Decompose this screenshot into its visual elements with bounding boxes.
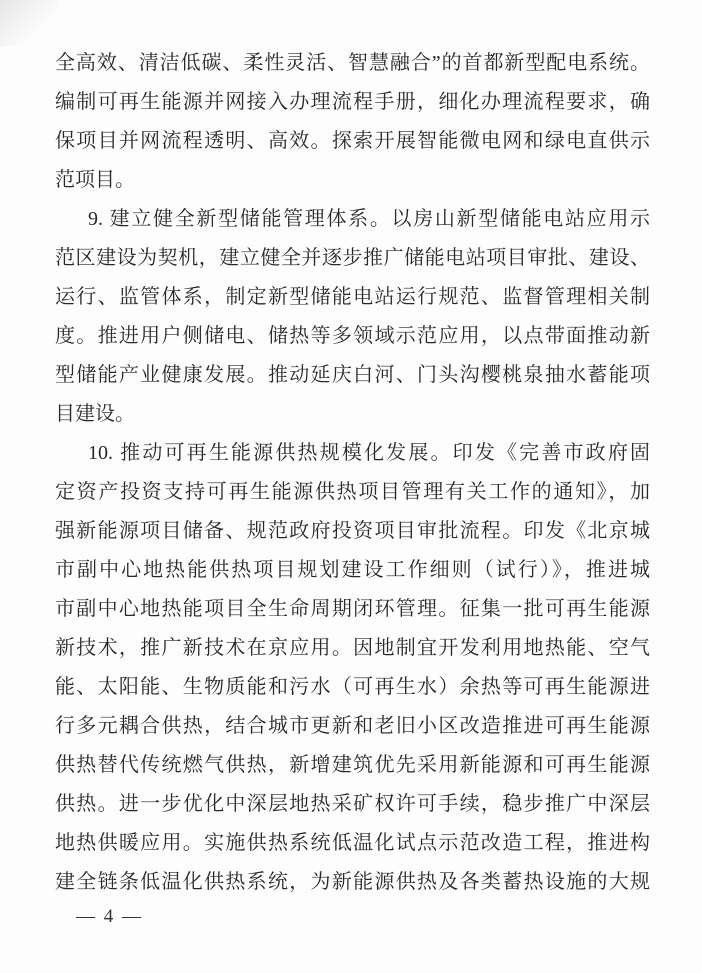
paragraph xyxy=(55,200,650,434)
text-line: 目建设。 xyxy=(55,403,135,425)
text-line: 新技术，推广新技术在京应用。因地制宜开发利用地热能、空气 xyxy=(55,637,650,659)
text-line: 范项目。 xyxy=(55,169,135,191)
text-line: 市副中心地热能项目全生命周期闭环管理。征集一批可再生能源 xyxy=(55,598,650,620)
scan-artifact-corner xyxy=(0,0,58,46)
text-line: 行多元耦合供热，结合城市更新和老旧小区改造推进可再生能源 xyxy=(55,715,650,737)
text-line: 定资产投资支持可再生能源供热项目管理有关工作的通知》，加 xyxy=(55,481,650,503)
paragraph xyxy=(55,434,650,902)
text-line: 9. 建立健全新型储能管理体系。以房山新型储能电站应用示 xyxy=(88,208,650,230)
text-line: 强新能源项目储备、规范政府投资项目审批流程。印发《北京城 xyxy=(55,520,650,542)
text-line: 供热替代传统燃气供热，新增建筑优先采用新能源和可再生能源 xyxy=(55,754,650,776)
document-body xyxy=(55,44,650,902)
text-line: 地热供暖应用。实施供热系统低温化试点示范改造工程，推进构 xyxy=(55,832,650,854)
page-number: — 4 — xyxy=(76,906,143,927)
text-line: 运行、监管体系，制定新型储能电站运行规范、监督管理相关制 xyxy=(55,286,650,308)
text-line: 建全链条低温化供热系统，为新能源供热及各类蓄热设施的大规 xyxy=(55,871,650,893)
text-line: 能、太阳能、生物质能和污水（可再生水）余热等可再生能源进 xyxy=(55,676,650,698)
text-line: 范区建设为契机，建立健全并逐步推广储能电站项目审批、建设、 xyxy=(55,247,650,269)
paragraph xyxy=(55,44,650,200)
text-line: 保项目并网流程透明、高效。探索开展智能微电网和绿电直供示 xyxy=(55,130,650,152)
text-line: 度。推进用户侧储电、储热等多领域示范应用，以点带面推动新 xyxy=(55,325,650,347)
text-line: 全高效、清洁低碳、柔性灵活、智慧融合”的首都新型配电系统。 xyxy=(55,52,650,74)
text-line: 市副中心地热能供热项目规划建设工作细则（试行）》，推进城 xyxy=(55,559,650,581)
text-line: 编制可再生能源并网接入办理流程手册，细化办理流程要求，确 xyxy=(55,91,650,113)
text-line: 供热。进一步优化中深层地热采矿权许可手续，稳步推广中深层 xyxy=(55,793,650,815)
text-line: 型储能产业健康发展。推动延庆白河、门头沟樱桃泉抽水蓄能项 xyxy=(55,364,650,386)
text-line: 10. 推动可再生能源供热规模化发展。印发《完善市政府固 xyxy=(88,442,650,464)
